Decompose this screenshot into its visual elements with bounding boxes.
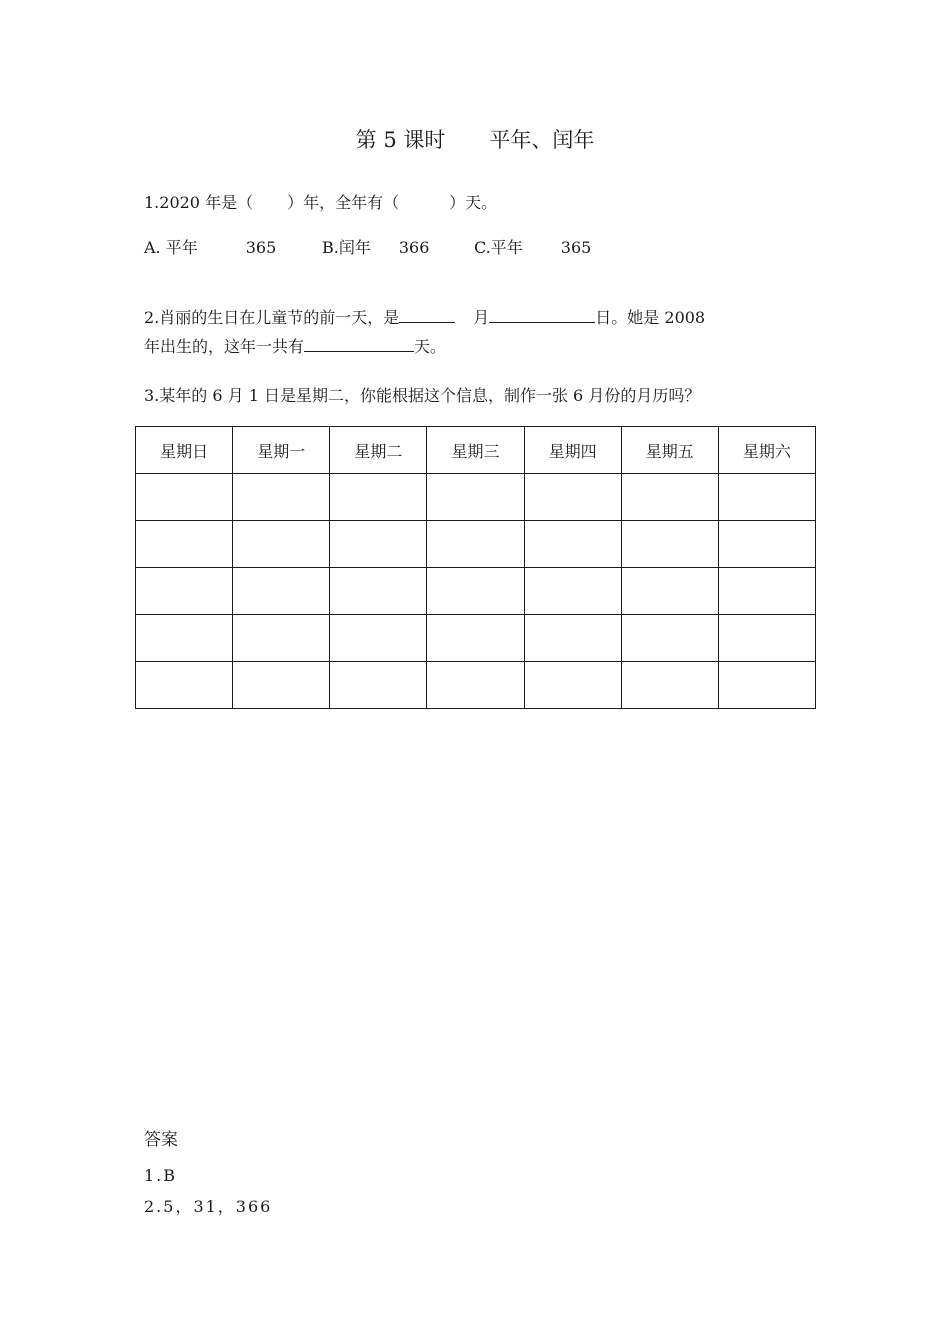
calendar-cell[interactable] [718,568,815,615]
calendar-cell[interactable] [330,568,427,615]
month-blank[interactable] [399,305,455,323]
calendar-cell[interactable] [330,474,427,521]
calendar-cell[interactable] [330,662,427,709]
q1-text-middle: ）年，全年有（ [287,193,400,212]
calendar-cell[interactable] [621,568,718,615]
header-monday: 星期一 [233,427,330,474]
question-2-line-1 [144,305,705,328]
answers-heading: 答案 [144,1130,178,1150]
total-days-blank[interactable] [304,334,414,352]
table-row [136,474,816,521]
calendar-cell[interactable] [136,474,233,521]
answer-2: 2.5，31，366 [144,1197,273,1216]
header-tuesday: 星期二 [330,427,427,474]
q2-text-4: 年出生的，这年一共有 [144,337,305,356]
calendar-cell[interactable] [718,474,815,521]
calendar-cell[interactable] [136,521,233,568]
calendar-cell[interactable] [233,568,330,615]
calendar-cell[interactable] [233,662,330,709]
calendar-cell[interactable] [718,662,815,709]
calendar-cell[interactable] [621,474,718,521]
calendar-cell[interactable] [136,615,233,662]
calendar-cell[interactable] [427,521,524,568]
calendar-cell[interactable] [524,568,621,615]
question-3: 3.某年的 6 月 1 日是星期二，你能根据这个信息，制作一张 6 月份的月历吗？ [144,386,701,405]
calendar-header-row [136,427,816,474]
calendar-cell[interactable] [621,662,718,709]
table-row [136,521,816,568]
calendar-cell[interactable] [233,474,330,521]
q2-text-1: 2.肖丽的生日在儿童节的前一天，是 [144,308,400,327]
calendar-cell[interactable] [524,615,621,662]
lesson-topic: 平年、闰年 [489,128,595,152]
header-thursday: 星期四 [524,427,621,474]
table-row [136,568,816,615]
question-1 [144,193,497,213]
q2-text-5: 天。 [414,337,447,356]
calendar-cell[interactable] [524,662,621,709]
calendar-cell[interactable] [621,615,718,662]
page-title [0,124,950,154]
calendar-cell[interactable] [330,521,427,568]
q2-text-2: 月 [473,308,490,327]
calendar-cell[interactable] [718,521,815,568]
header-sunday: 星期日 [136,427,233,474]
calendar-cell[interactable] [524,521,621,568]
lesson-number: 第 5 课时 [355,128,446,152]
table-row [136,662,816,709]
question-2-line-2 [144,334,446,357]
answer-1: 1.B [144,1166,178,1185]
q2-text-3: 日。她是 2008 [595,308,706,327]
calendar-cell[interactable] [427,662,524,709]
day-blank[interactable] [489,305,595,323]
calendar-cell[interactable] [233,521,330,568]
calendar-cell[interactable] [233,615,330,662]
calendar-cell[interactable] [718,615,815,662]
june-calendar-table [135,426,816,709]
option-b: B.闰年 366 [322,238,430,257]
calendar-cell[interactable] [136,568,233,615]
header-wednesday: 星期三 [427,427,524,474]
calendar-cell[interactable] [427,568,524,615]
option-c: C.平年 365 [474,238,592,257]
calendar-cell[interactable] [136,662,233,709]
calendar-cell[interactable] [621,521,718,568]
calendar-cell[interactable] [427,615,524,662]
q1-options [144,238,591,258]
table-row [136,615,816,662]
q1-text-end: ）天。 [449,193,498,212]
q1-text-start: 1.2020 年是（ [144,193,254,212]
calendar-cell[interactable] [427,474,524,521]
calendar-cell[interactable] [330,615,427,662]
option-a: A. 平年 365 [144,238,277,257]
calendar-cell[interactable] [524,474,621,521]
header-saturday: 星期六 [718,427,815,474]
header-friday: 星期五 [621,427,718,474]
